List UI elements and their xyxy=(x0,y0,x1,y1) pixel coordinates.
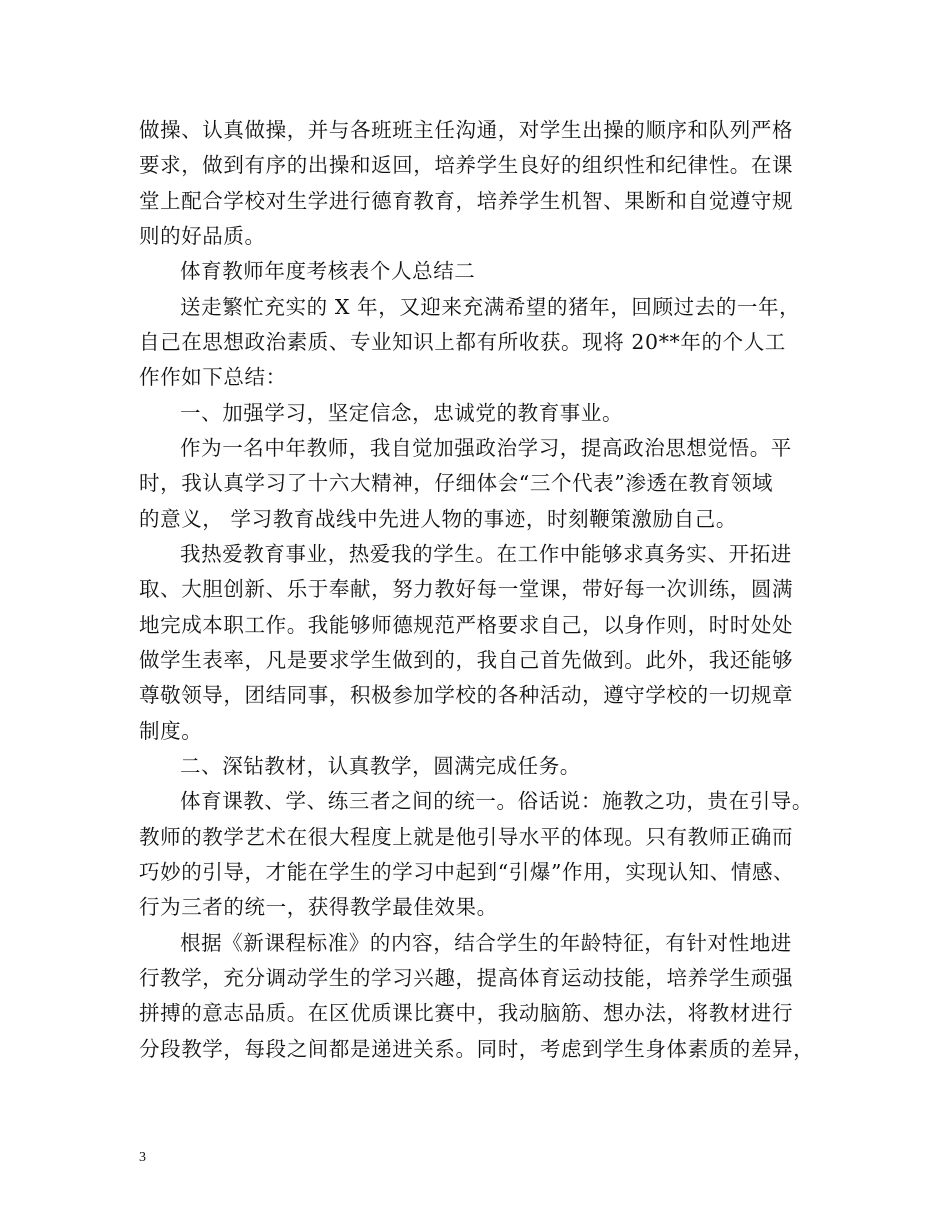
text-line: 要求，做到有序的出操和返回，培养学生良好的组织性和纪律性。在课 xyxy=(139,153,794,177)
text-line: 根据《新课程标准》的内容，结合学生的年龄特征，有针对性地进 xyxy=(180,931,792,955)
text-line: 时，我认真学习了十六大精神，仔细体会“三个代表”渗透在教育领域 xyxy=(139,471,774,495)
text-line: 行为三者的统一，获得教学最佳效果。 xyxy=(139,895,498,919)
text-line: 堂上配合学校对生学进行德育教育，培养学生机智、果断和自觉遵守规 xyxy=(139,189,794,213)
text-line: 尊敬领导，团结同事，积极参加学校的各种活动，遵守学校的一切规章 xyxy=(139,683,794,707)
text-line: 送走繁忙充实的 X 年，又迎来充满希望的猪年，回顾过去的一年， xyxy=(180,295,801,319)
text-line: 做学生表率，凡是要求学生做到的，我自己首先做到。此外，我还能够 xyxy=(139,648,794,672)
section-heading: 体育教师年度考核表个人总结二 xyxy=(180,259,476,283)
text-line: 作作如下总结： xyxy=(139,365,287,389)
text-line: 作为一名中年教师，我自觉加强政治学习，提高政治思想觉悟。平 xyxy=(180,436,792,460)
text-line: 行教学，充分调动学生的学习兴趣，提高体育运动技能，培养学生顽强 xyxy=(139,966,794,990)
text-line: 取、大胆创新、乐于奉献，努力教好每一堂课，带好每一次训练，圆满 xyxy=(139,577,794,601)
text-line: 做操、认真做操，并与各班班主任沟通，对学生出操的顺序和队列严格 xyxy=(139,118,794,142)
text-line: 则的好品质。 xyxy=(139,224,266,248)
text-line: 分段教学，每段之间都是递进关系。同时，考虑到学生身体素质的差异， xyxy=(139,1037,815,1061)
page-number: 3 xyxy=(139,1150,146,1165)
text-line: 我热爱教育事业，热爱我的学生。在工作中能够求真务实、开拓进 xyxy=(180,542,792,566)
text-line: 巧妙的引导，才能在学生的学习中起到“引爆”作用，实现认知、情感、 xyxy=(139,860,795,884)
text-line: 教师的教学艺术在很大程度上就是他引导水平的体现。只有教师正确而 xyxy=(139,825,794,849)
text-line: 拼搏的意志品质。在区优质课比赛中，我动脑筋、想办法，将教材进行 xyxy=(139,1001,794,1025)
text-line: 制度。 xyxy=(139,719,203,743)
text-line: 自己在思想政治素质、专业知识上都有所收获。现将 20**年的个人工 xyxy=(139,330,786,354)
text-line: 的意义， 学习教育战线中先进人物的事迹，时刻鞭策激励自己。 xyxy=(139,507,737,531)
subheading: 二、深钻教材，认真教学，圆满完成任务。 xyxy=(180,754,581,778)
text-line: 地完成本职工作。我能够师德规范严格要求自己，以身作则，时时处处 xyxy=(139,613,794,637)
text-line: 体育课教、学、练三者之间的统一。俗话说：施教之功，贵在引导。 xyxy=(180,789,813,813)
subheading: 一、加强学习，坚定信念，忠诚党的教育事业。 xyxy=(180,401,624,425)
